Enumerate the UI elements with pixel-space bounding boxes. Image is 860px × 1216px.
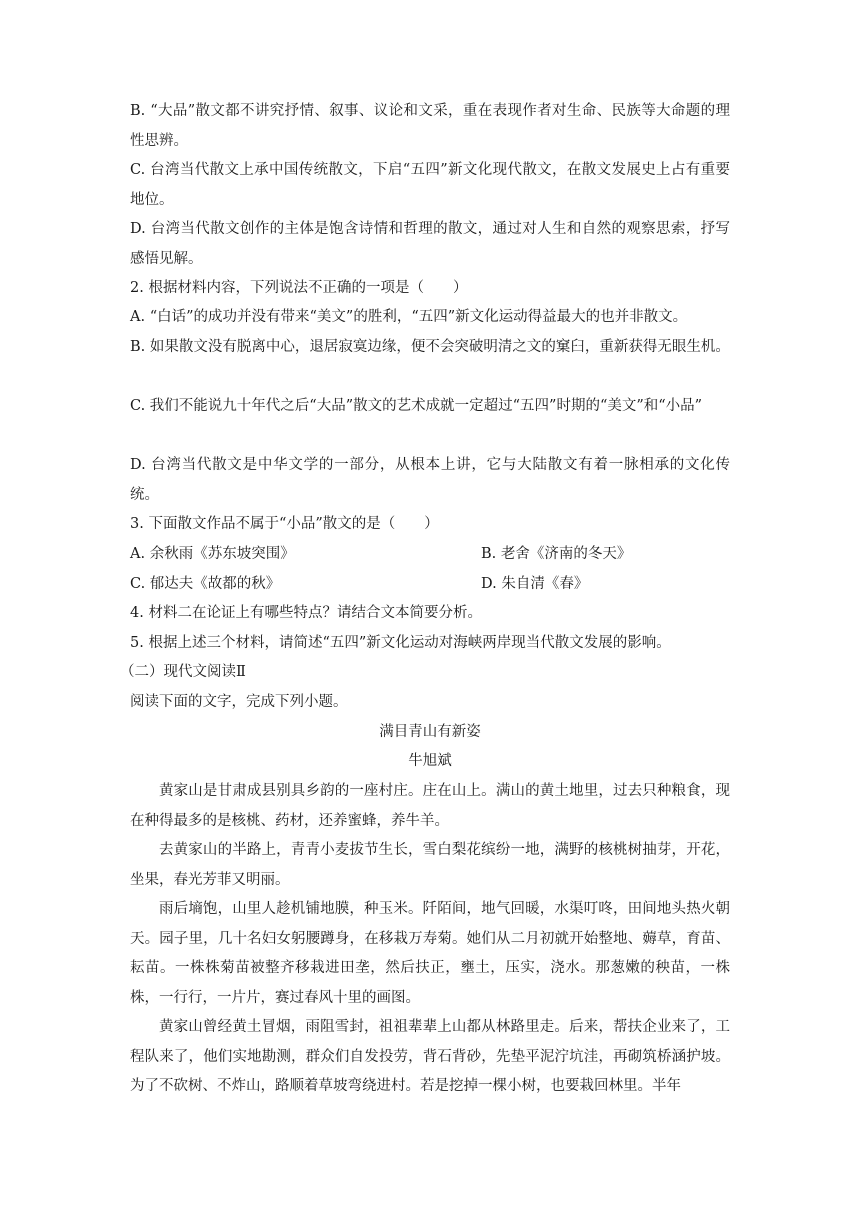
q1-option-b: B. “大品”散文都不讲究抒情、叙事、议论和文采，重在表现作者对生命、民族等大命题的理性思辨。 xyxy=(130,103,730,149)
q2-option-a: A. “白话”的成功并没有带来“美文”的胜利，“五四”新文化运动得益最大的也并非散文。 xyxy=(130,309,688,325)
q2-option-c: C. 我们不能说九十年代之后“大品”散文的艺术成就一定超过“五四”时期的“美文”和“小品” xyxy=(130,398,703,414)
article-paragraph: 黄家山曾经黄土冒烟，雨阻雪封，祖祖辈辈上山都从林路里走。后来，帮扶企业来了，工程队来了，他们实地勘测，群众们自发投劳，背石背砂，先垫平泥泞坑洼，再砌筑桥涵护坡。为了不砍树、不炸山，路顺着草坡弯绕进村。若是挖掉一棵小树，也要栽回林里。半年 xyxy=(130,1019,730,1094)
q2-option-d: D. 台湾当代散文是中华文学的一部分，从根本上讲，它与大陆散文有着一脉相承的文化传统。 xyxy=(130,457,730,503)
q2-option-b: B. 如果散文没有脱离中心，退居寂寞边缘，便不会突破明清之文的窠臼，重新获得无眼生机。 xyxy=(130,339,730,355)
q3-option-c: C. 郁达夫《故都的秋》 xyxy=(130,576,281,592)
article-paragraph: 去黄家山的半路上，青青小麦拔节生长，雪白梨花缤纷一地，满野的核桃树抽芽，开花，坐果，春光芳菲又明丽。 xyxy=(130,842,730,888)
article-title: 满目青山有新姿 xyxy=(379,724,481,740)
article-paragraph: 黄家山是甘肃成县别具乡韵的一座村庄。庄在山上。满山的黄土地里，过去只种粮食，现在种得最多的是核桃、药材，还养蜜蜂，养牛羊。 xyxy=(130,783,730,829)
q3-stem: 3. 下面散文作品不属于“小品”散文的是（ ） xyxy=(130,516,439,532)
article-paragraph: 雨后墒饱，山里人趁机铺地膜，种玉米。阡陌间，地气回暖，水渠叮咚，田间地头热火朝天。园子里，几十名妇女躬腰蹲身，在移栽万寿菊。她们从二月初就开始整地、薅草，育苗、耘苗。一株株菊苗被整齐移栽进田垄，然后扶正，壅土，压实，浇水。那葱嫩的秧苗，一株株，一行行，一片片，赛过春风十里的画图。 xyxy=(130,901,730,1006)
article-author: 牛旭斌 xyxy=(408,753,452,769)
q4-question: 4. 材料二在论证上有哪些特点？请结合文本简要分析。 xyxy=(130,605,482,621)
q1-option-c: C. 台湾当代散文上承中国传统散文，下启“五四”新文化现代散文，在散文发展史上占有重要地位。 xyxy=(130,162,730,208)
q2-stem: 2. 根据材料内容，下列说法不正确的一项是（ ） xyxy=(130,280,468,296)
reading-instruction: 阅读下面的文字，完成下列小题。 xyxy=(130,694,348,710)
q3-option-a: A. 余秋雨《苏东坡突围》 xyxy=(130,546,295,562)
q3-options-row-1 xyxy=(130,540,730,570)
q5-question: 5. 根据上述三个材料，请简述“五四”新文化运动对海峡两岸现当代散文发展的影响。 xyxy=(130,635,671,651)
q3-option-d: D. 朱自清《春》 xyxy=(481,576,589,592)
q1-option-d: D. 台湾当代散文创作的主体是饱含诗情和哲理的散文，通过对人生和自然的观察思索，抒写感悟见解。 xyxy=(130,221,730,267)
section-heading: （二）现代文阅读Ⅱ xyxy=(120,664,246,680)
q3-options-row-2 xyxy=(130,570,730,600)
q3-option-b: B. 老舍《济南的冬天》 xyxy=(481,546,632,562)
